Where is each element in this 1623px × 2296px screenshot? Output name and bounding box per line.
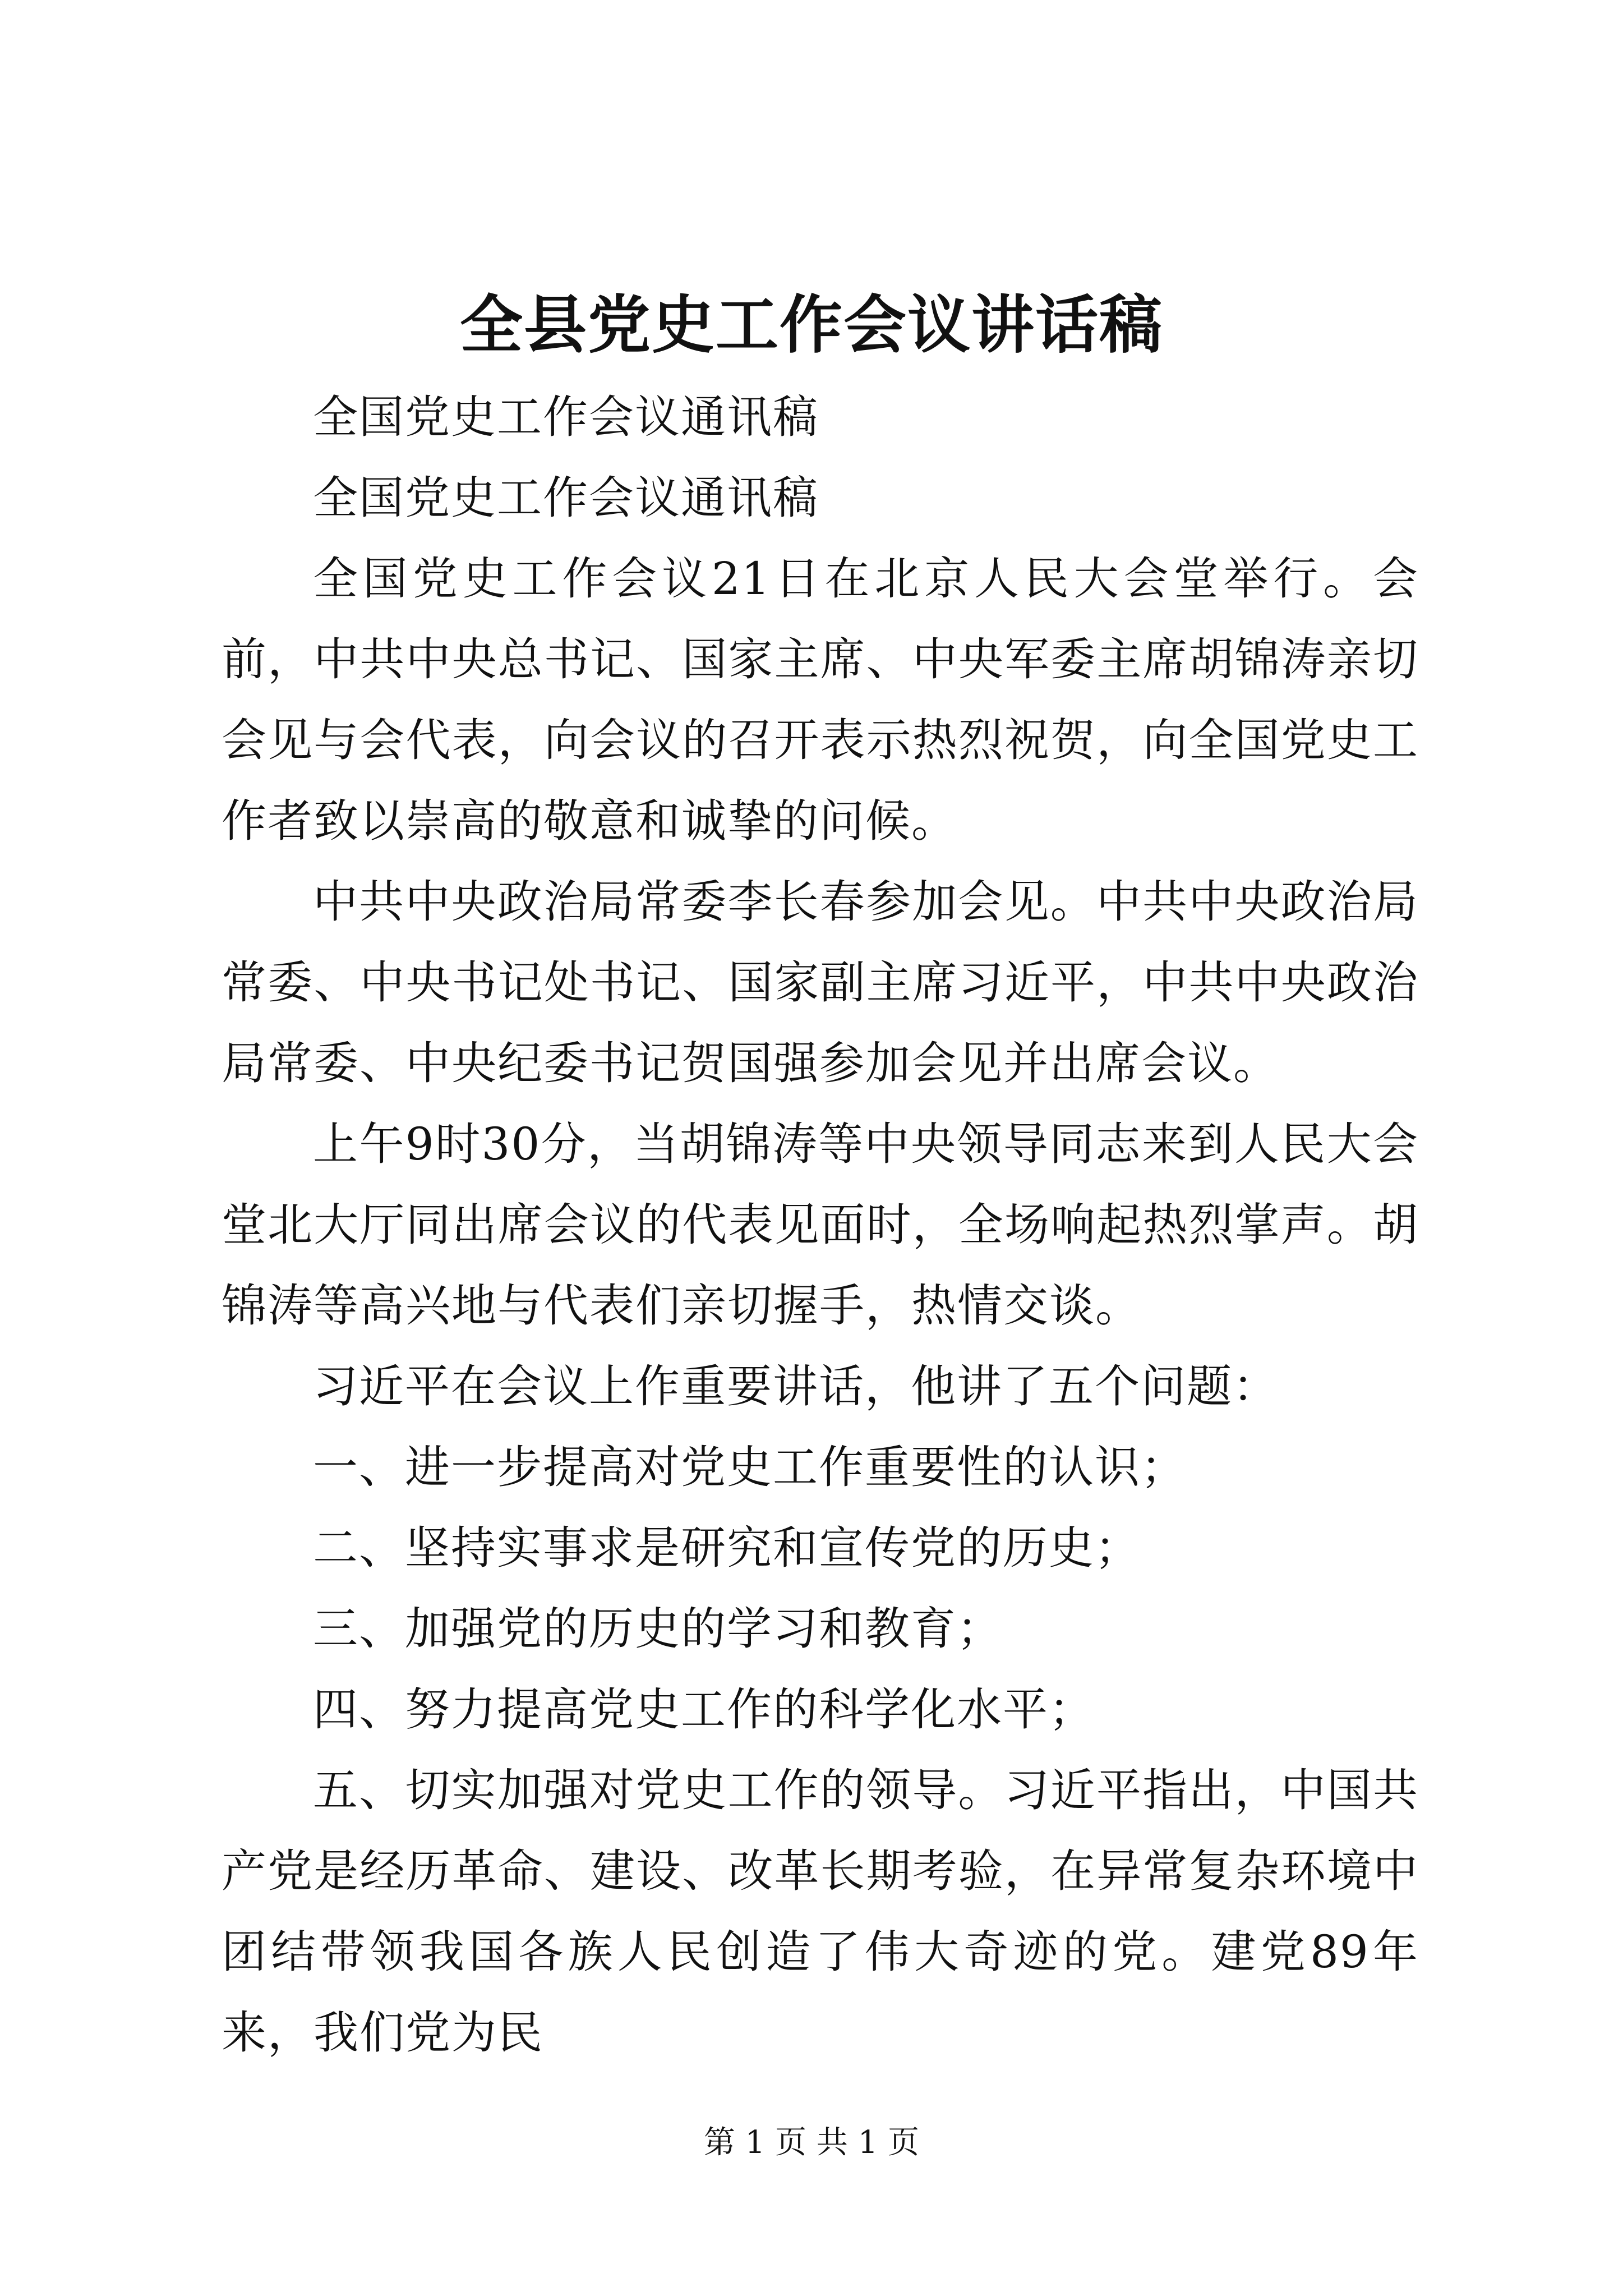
paragraph: 习近平在会议上作重要讲话，他讲了五个问题： bbox=[313, 1360, 1279, 1412]
list-item: 五、切实加强对党史工作的领导。习近平指出，中国共产党是经历革命、建设、改革长期考验，在异常复杂环境中团结带领我国各族人民创造了伟大奇迹的党。建党89年来，我们党为民 bbox=[222, 1764, 1419, 2059]
list-item: 三、加强党的历史的学习和教育； bbox=[313, 1603, 1003, 1655]
paragraph: 中共中央政治局常委李长春参加会见。中共中央政治局常委、中央书记处书记、国家副主席习近平，中共中央政治局常委、中央纪委书记贺国强参加会见并出席会议。 bbox=[222, 876, 1419, 1089]
page-footer: 第 1 页 共 1 页 bbox=[703, 2124, 920, 2161]
paragraph: 上午9时30分，当胡锦涛等中央领导同志来到人民大会堂北大厅同出席会议的代表见面时，全场响起热烈掌声。胡锦涛等高兴地与代表们亲切握手，热情交谈。 bbox=[222, 1118, 1419, 1332]
paragraph: 全国党史工作会议通讯稿 bbox=[313, 391, 819, 443]
paragraph: 全国党史工作会议21日在北京人民大会堂举行。会前，中共中央总书记、国家主席、中央军委主席胡锦涛亲切会见与会代表，向会议的召开表示热烈祝贺，向全国党史工作者致以崇高的敬意和诚挚的问候。 bbox=[222, 553, 1419, 847]
document-title: 全县党史工作会议讲话稿 bbox=[460, 288, 1163, 362]
document-body bbox=[222, 377, 1419, 2073]
paragraph: 全国党史工作会议通讯稿 bbox=[313, 472, 819, 524]
list-item: 四、努力提高党史工作的科学化水平； bbox=[313, 1683, 1095, 1736]
list-item: 二、坚持实事求是研究和宣传党的历史； bbox=[313, 1522, 1141, 1574]
list-item: 一、进一步提高对党史工作重要性的认识； bbox=[313, 1441, 1187, 1493]
